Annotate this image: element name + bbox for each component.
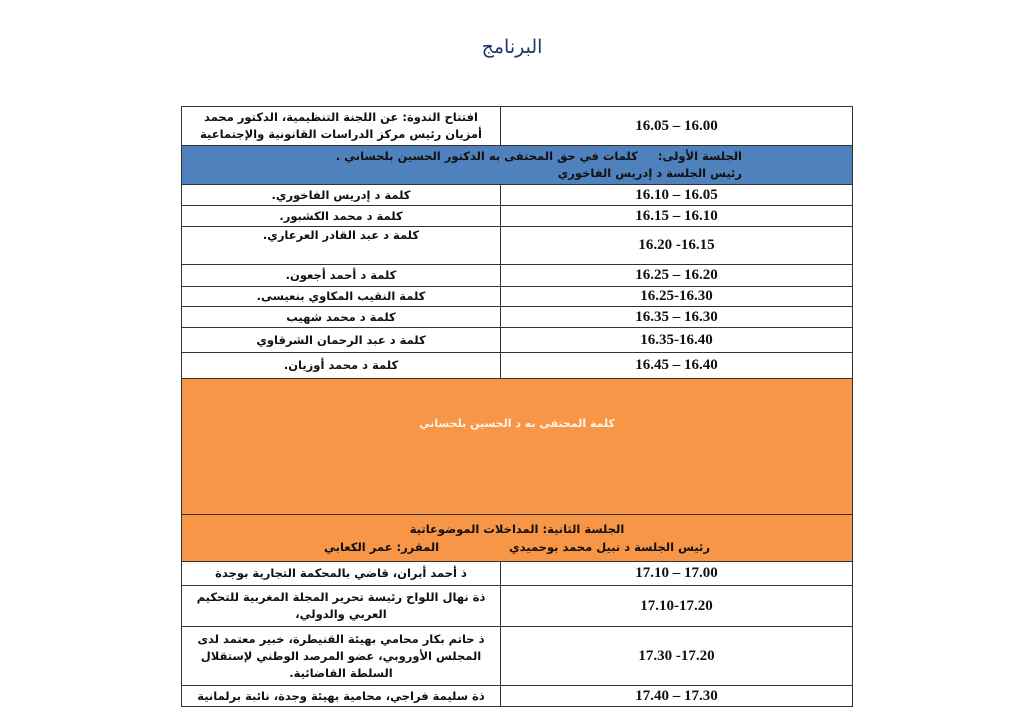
session1-header-row — [182, 146, 853, 185]
time-slot: 16.35-16.40 — [501, 328, 853, 353]
session1-heading-label: الجلسة الأولى: — [657, 149, 742, 163]
session2-subheading — [182, 538, 852, 556]
time-slot: 16.15 – 16.10 — [501, 206, 853, 227]
session2-header-row — [182, 515, 853, 562]
speaker-text: كلمة د إدريس الفاخوري. — [182, 185, 501, 206]
session1-row — [182, 185, 853, 206]
opening-time: 16.05 – 16.00 — [501, 107, 853, 146]
session2-chair: رئيس الجلسة د نبيل محمد بوحميدي — [509, 540, 710, 554]
speaker-text: كلمة د أحمد أجعون. — [182, 265, 501, 287]
session2-rapporteur: المقرر: عمر الكعابي — [324, 540, 440, 554]
opening-text-line2: أمزيان رئيس مركز الدراسات القانونية والإجتماعية — [200, 127, 482, 141]
speaker-text: كلمة النقيب المكاوي بنعيسى. — [182, 287, 501, 307]
opening-row — [182, 107, 853, 146]
time-slot: 16.25 – 16.20 — [501, 265, 853, 287]
honoree-speech: كلمة المحتفى به د الحسين بلحساني — [182, 379, 853, 515]
session1-row — [182, 287, 853, 307]
time-slot: 16.20 -16.15 — [501, 227, 853, 265]
session2-row — [182, 586, 853, 627]
speaker-text: ذ حاتم بكار محامي بهيئة القنيطرة، خبير معتمد لدى المجلس الأوروبي، عضو المرصد الوطني لإستقلال السلطة القاضائية. — [182, 627, 501, 686]
session1-row — [182, 206, 853, 227]
session1-row — [182, 328, 853, 353]
session1-heading-text: كلمات في حق المحتفى به الدكتور الحسين بلحساني . — [335, 149, 638, 163]
speaker-text: كلمة د محمد الكشبور. — [182, 206, 501, 227]
opening-text — [182, 107, 501, 146]
session1-header — [182, 146, 853, 185]
session2-heading: الجلسة الثانية: المداخلات الموضوعاتية — [409, 522, 625, 536]
speaker-text: كلمة د محمد شهيب — [182, 307, 501, 328]
session2-header — [182, 515, 853, 562]
session1-row — [182, 227, 853, 265]
session2-row — [182, 562, 853, 586]
opening-text-line1: افتتاح الندوة: عن اللجنة التنظيمية، الدكتور محمد — [204, 110, 478, 124]
honoree-row — [182, 379, 853, 515]
time-slot: 17.40 – 17.30 — [501, 686, 853, 707]
speaker-text: ذة نهال اللواح رئيسة تحرير المجلة المغربية للتحكيم العربي والدولي، — [182, 586, 501, 627]
time-slot: 17.30 -17.20 — [501, 627, 853, 686]
session1-row — [182, 353, 853, 379]
time-slot: 16.35 – 16.30 — [501, 307, 853, 328]
speaker-text: ذة سليمة فراجي، محامية بهيئة وجدة، نائبة برلمانية — [182, 686, 501, 707]
time-slot: 16.10 – 16.05 — [501, 185, 853, 206]
session1-row — [182, 307, 853, 328]
time-slot: 17.10-17.20 — [501, 586, 853, 627]
session1-row — [182, 265, 853, 287]
time-slot: 16.25-16.30 — [501, 287, 853, 307]
speaker-text: كلمة د محمد أوزيان. — [182, 353, 501, 379]
speaker-text: كلمة د عبد القادر العرعاري. — [182, 227, 501, 265]
session1-chair: رئيس الجلسة د إدريس الفاخوري — [557, 166, 742, 180]
speaker-text: ذ أحمد أبران، قاضي بالمحكمة التجارية بوجدة — [182, 562, 501, 586]
page-title: البرنامج — [481, 37, 543, 58]
program-table — [181, 106, 853, 707]
time-slot: 16.45 – 16.40 — [501, 353, 853, 379]
time-slot: 17.10 – 17.00 — [501, 562, 853, 586]
speaker-text: كلمة د عبد الرحمان الشرقاوي — [182, 328, 501, 353]
session1-heading — [182, 148, 852, 165]
session2-row — [182, 627, 853, 686]
session2-row — [182, 686, 853, 707]
